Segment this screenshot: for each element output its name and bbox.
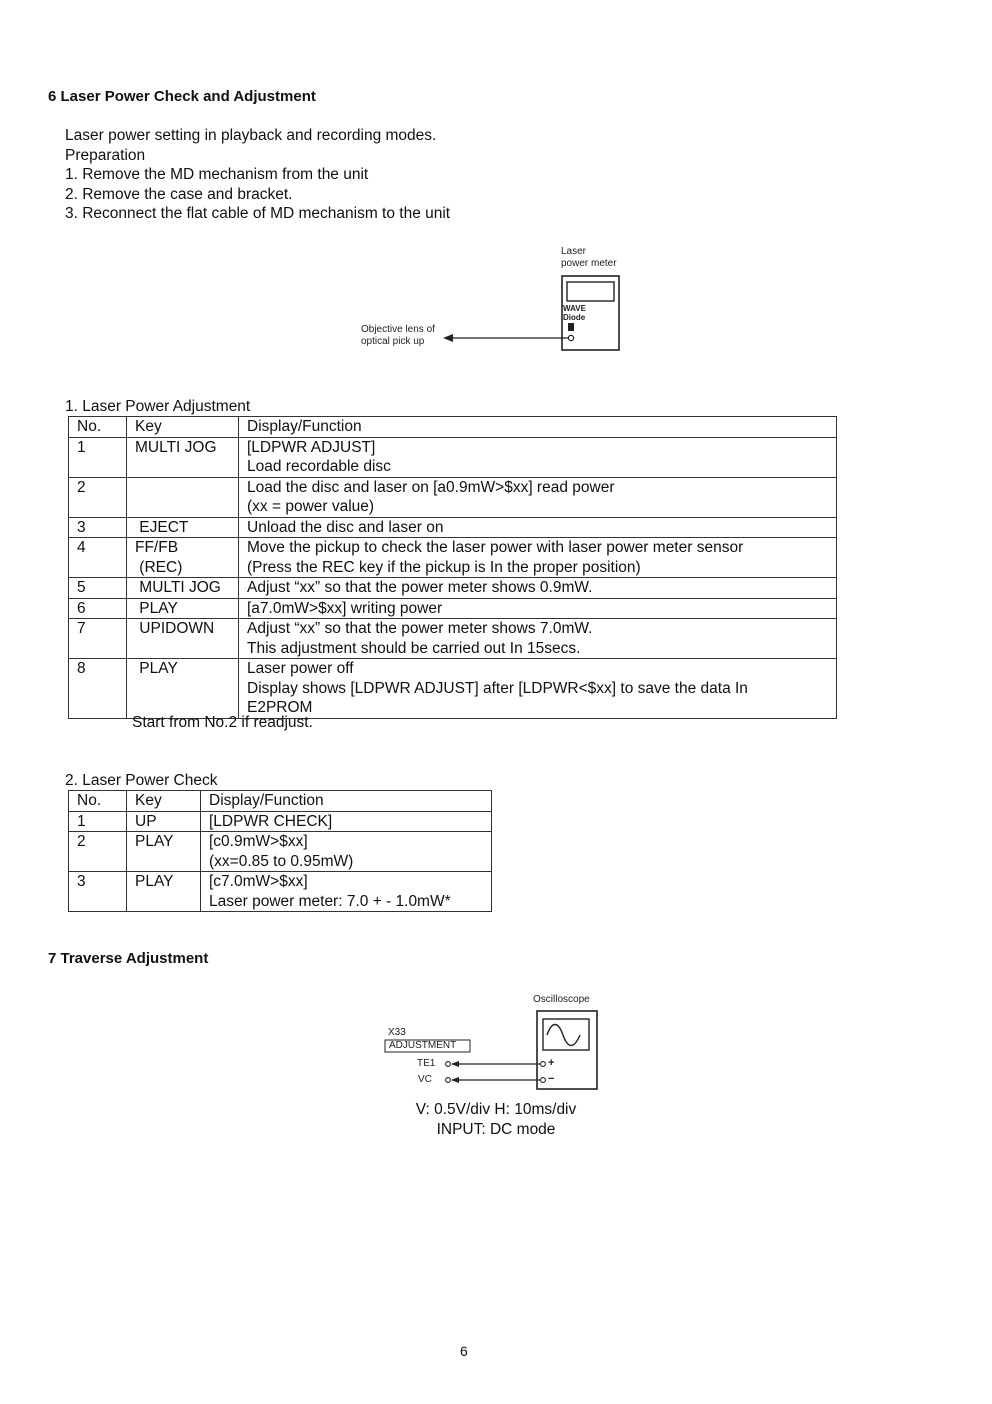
- scope-minus-terminal: [541, 1078, 546, 1083]
- cell-key: FF/FB (REC): [127, 538, 239, 578]
- intro-line: 2. Remove the case and bracket.: [65, 185, 293, 203]
- table-row: [69, 832, 492, 872]
- cell-function: Load the disc and laser on [a0.9mW>$xx] read power (xx = power value): [239, 477, 837, 517]
- pin-te1-label: TE1: [417, 1058, 436, 1069]
- table-row: [69, 517, 837, 538]
- cell-function: Adjust “xx” so that the power meter shows 7.0mW. This adjustment should be carried out In 15secs.: [239, 619, 837, 659]
- cell-key: UP: [127, 811, 201, 832]
- plus-label: +: [548, 1057, 555, 1069]
- cell-key: MULTI JOG: [127, 437, 239, 477]
- section-7-title: 7 Traverse Adjustment: [48, 950, 209, 967]
- cell-function: [c7.0mW>$xx] Laser power meter: 7.0 + - 1.0mW*: [201, 872, 492, 912]
- meter-label: Laser power meter: [561, 246, 617, 269]
- table-header-row: [69, 791, 492, 812]
- cell-no: 1: [69, 437, 127, 477]
- intro-line: 3. Reconnect the flat cable of MD mechanism to the unit: [65, 205, 451, 222]
- header-function: Display/Function: [239, 417, 837, 438]
- intro-line: Laser power setting in playback and recording modes.: [65, 127, 437, 144]
- vc-terminal: [446, 1078, 451, 1083]
- cell-no: 2: [69, 477, 127, 517]
- scope-settings-line: V: 0.5V/div H: 10ms/div: [415, 1101, 577, 1118]
- cell-key: EJECT: [127, 517, 239, 538]
- cell-function: Unload the disc and laser on: [239, 517, 837, 538]
- table-row: [69, 578, 837, 599]
- cell-function: [LDPWR ADJUST] Load recordable disc: [239, 437, 837, 477]
- cell-function: Adjust “xx” so that the power meter shows 0.9mW.: [239, 578, 837, 599]
- meter-switch: [568, 323, 574, 331]
- oscilloscope-diagram: [380, 990, 612, 1094]
- intro-line: 1. Remove the MD mechanism from the unit: [65, 166, 369, 183]
- table-row: [69, 659, 837, 719]
- table-row: [69, 619, 837, 659]
- adjust-table: [68, 416, 837, 719]
- header-no: No.: [69, 791, 127, 812]
- cell-no: 4: [69, 538, 127, 578]
- intro-line: Preparation: [65, 146, 146, 164]
- cell-no: 8: [69, 659, 127, 719]
- cell-key: PLAY: [127, 872, 201, 912]
- pin-vc-label: VC: [418, 1074, 432, 1085]
- header-key: Key: [127, 791, 201, 812]
- cell-function: [a7.0mW>$xx] writing power: [239, 598, 837, 619]
- cell-no: 7: [69, 619, 127, 659]
- table-header-row: [69, 417, 837, 438]
- cell-key: [127, 477, 239, 517]
- table-row: [69, 477, 837, 517]
- cell-no: 5: [69, 578, 127, 599]
- oscilloscope-label: Oscilloscope: [533, 994, 590, 1005]
- laser-power-meter-diagram: [355, 244, 635, 356]
- header-key: Key: [127, 417, 239, 438]
- meter-display: [567, 282, 614, 301]
- table-row: [69, 598, 837, 619]
- scope-plus-terminal: [541, 1062, 546, 1067]
- cell-no: 3: [69, 517, 127, 538]
- cell-key: PLAY: [127, 598, 239, 619]
- arrow-head-icon: [451, 1061, 459, 1067]
- adjust-table-caption: 1. Laser Power Adjustment: [65, 398, 251, 415]
- table-row: [69, 538, 837, 578]
- adjustment-label: ADJUSTMENT: [389, 1040, 457, 1051]
- arrow-head-icon: [443, 334, 453, 342]
- header-no: No.: [69, 417, 127, 438]
- cell-no: 3: [69, 872, 127, 912]
- minus-label: −: [548, 1073, 555, 1085]
- cell-key: PLAY: [127, 832, 201, 872]
- check-table-caption: 2. Laser Power Check: [65, 772, 218, 789]
- meter-switch-label: WAVE Diode: [563, 304, 586, 322]
- sine-wave-icon: [547, 1025, 580, 1046]
- table-row: [69, 872, 492, 912]
- check-table: [68, 790, 492, 912]
- cell-function: Move the pickup to check the laser power with laser power meter sensor (Press the REC key if the pickup is In the proper position): [239, 538, 837, 578]
- scope-settings: [380, 1100, 612, 1139]
- cell-function: Laser power off Display shows [LDPWR ADJUST] after [LDPWR<$xx] to save the data In E2PROM: [239, 659, 837, 719]
- header-function: Display/Function: [201, 791, 492, 812]
- scope-screen: [543, 1019, 589, 1050]
- table-row: [69, 811, 492, 832]
- cell-no: 6: [69, 598, 127, 619]
- cell-key: MULTI JOG: [127, 578, 239, 599]
- section-6-title: 6 Laser Power Check and Adjustment: [48, 88, 316, 105]
- page-number: 6: [460, 1343, 468, 1359]
- meter-terminal: [568, 335, 573, 340]
- section-6-intro: [65, 126, 450, 224]
- cell-function: [LDPWR CHECK]: [201, 811, 492, 832]
- cell-no: 1: [69, 811, 127, 832]
- connector-label: X33: [388, 1027, 406, 1038]
- lens-label: Objective lens of optical pick up: [361, 324, 435, 347]
- cell-no: 2: [69, 832, 127, 872]
- cell-key: PLAY: [127, 659, 239, 719]
- table-row: [69, 437, 837, 477]
- te1-terminal: [446, 1062, 451, 1067]
- arrow-head-icon: [451, 1077, 459, 1083]
- readjust-note: Start from No.2 if readjust.: [132, 714, 313, 731]
- scope-settings-line: INPUT: DC mode: [436, 1120, 556, 1138]
- cell-function: [c0.9mW>$xx] (xx=0.85 to 0.95mW): [201, 832, 492, 872]
- cell-key: UPIDOWN: [127, 619, 239, 659]
